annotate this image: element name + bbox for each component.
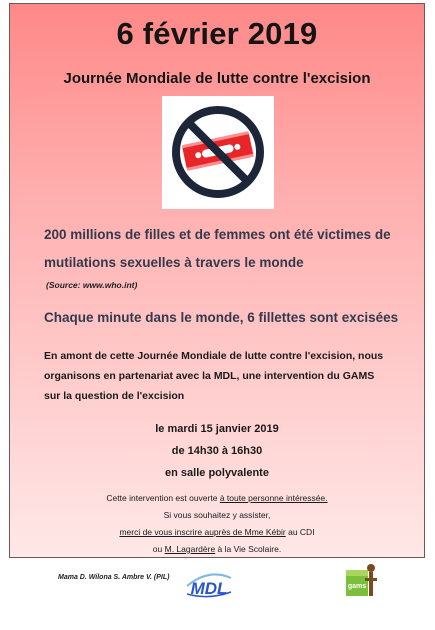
event-details [10, 418, 424, 484]
contact-line: Si vous souhaitez y assister, [163, 510, 271, 520]
poster-subtitle: Journée Mondiale de lutte contre l'excision [63, 70, 371, 87]
contact-line [10, 524, 424, 541]
event-time: de 14h30 à 16h30 [171, 445, 263, 457]
contact-text: à la Vie Scolaire. [215, 544, 282, 554]
event-place: en salle polyvalente [165, 467, 269, 479]
source-note: (Source: www.who.int) [46, 280, 138, 290]
contact-line [10, 490, 424, 507]
contact-text: ou [152, 544, 165, 554]
contact-text: au CDI [285, 527, 315, 537]
statistic-line: 200 millions de filles et de femmes ont été victimes de [44, 227, 391, 242]
no-razor-blade-icon [162, 96, 274, 209]
intro-line: organisons en partenariat avec la MDL, une intervention du GAMS [44, 370, 375, 382]
statistic-text [44, 221, 396, 277]
contact-emphasis: M. Lagardère [164, 544, 216, 554]
gams-logo [344, 562, 378, 603]
contact-emphasis: à toute personne intéressée. [219, 493, 328, 503]
intro-paragraph [44, 346, 402, 406]
contact-info [10, 490, 424, 558]
intro-line: En amont de cette Journée Mondiale de lutte contre l'excision, nous [44, 350, 384, 362]
contact-emphasis: merci de vous inscrire auprès de Mme Kébir [119, 527, 286, 537]
minute-statistic: Chaque minute dans le monde, 6 fillettes sont excisées [44, 310, 399, 325]
gams-logo-text: gams [347, 583, 367, 590]
poster [9, 3, 425, 558]
student-names: Mama D. Wilona S. Ambre V. (PIL) [58, 574, 170, 581]
statistic-line: mutilations sexuelles à travers le monde [44, 255, 304, 270]
mdl-logo-text: MDL [190, 579, 228, 598]
mdl-logo [184, 570, 234, 603]
event-date: le mardi 15 janvier 2019 [155, 423, 279, 435]
contact-text: Cette intervention est ouverte [106, 493, 220, 503]
poster-date: 6 février 2019 [116, 16, 318, 51]
intro-line: sur la question de l'excision [44, 390, 185, 402]
contact-line [10, 541, 424, 558]
